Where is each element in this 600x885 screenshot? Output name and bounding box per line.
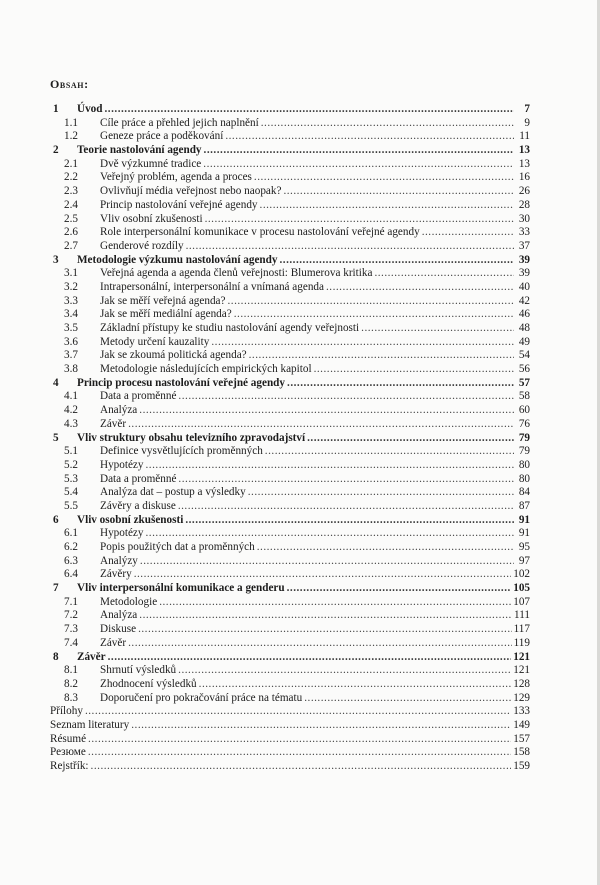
toc-entry-page-number: 7	[524, 103, 530, 115]
toc-entry-page-number: 105	[513, 582, 530, 595]
toc-entry-page-number: 39	[518, 253, 530, 266]
toc-entry-number: 2.3	[64, 185, 78, 198]
toc-entry-number: 7.4	[64, 636, 78, 649]
toc-entry-page-number: 111	[514, 609, 530, 622]
toc-entry-title: Jak se měří veřejná agenda?	[100, 294, 226, 307]
toc-section-entry[interactable]	[50, 322, 530, 336]
toc-entry-number: 4.3	[64, 417, 78, 430]
dot-leader	[211, 336, 514, 350]
dot-leader	[307, 432, 514, 446]
toc-entry-title: Analýzy	[100, 554, 138, 567]
toc-section-entry[interactable]	[50, 596, 530, 610]
toc-entry-page-number: 11	[519, 130, 530, 143]
toc-entry-title: Intrapersonální, interpersonální a vnímaná agenda	[100, 280, 324, 293]
toc-section-entry[interactable]	[50, 678, 530, 692]
toc-entry-page-number: 84	[518, 486, 530, 499]
toc-entry-title: Teorie nastolování agendy	[77, 144, 202, 157]
dot-leader	[146, 527, 515, 541]
toc-entry-number: 3.3	[64, 294, 78, 307]
toc-section-entry[interactable]	[50, 459, 530, 473]
toc-entry-page-number: 13	[518, 144, 530, 157]
toc-entry-number: 4.1	[64, 390, 78, 403]
toc-section-entry[interactable]	[50, 363, 530, 377]
toc-entry-page-number: 80	[518, 472, 530, 485]
toc-entry-title: Cíle práce a přehled jejich naplnění	[100, 116, 259, 129]
toc-entry-title: Genderové rozdíly	[100, 239, 184, 252]
dot-leader	[128, 637, 512, 651]
toc-entry-number: 8.2	[64, 677, 78, 690]
dot-leader	[287, 582, 512, 596]
dot-leader	[314, 363, 514, 377]
toc-entry-page-number: 37	[518, 239, 530, 252]
dot-leader	[159, 596, 511, 610]
toc-entry-page-number: 129	[513, 691, 530, 704]
toc-section-entry[interactable]	[50, 240, 530, 254]
toc-entry-title: Shrnutí výsledků	[100, 664, 177, 677]
toc-section-entry[interactable]	[50, 486, 530, 500]
toc-section-entry[interactable]	[50, 445, 530, 459]
toc-entry-page-number: 79	[518, 431, 530, 444]
toc-chapter-entry[interactable]	[50, 582, 530, 596]
toc-entry-title: Vliv struktury obsahu televizního zpravodajství	[77, 431, 306, 444]
toc-entry-title: Role interpersonální komunikace v procesu nastolování veřejné agendy	[100, 226, 420, 239]
toc-entry-number: 3.6	[64, 335, 78, 348]
toc-entry-page-number: 121	[513, 650, 530, 663]
toc-entry-page-number: 46	[518, 308, 530, 321]
toc-appendix-entry[interactable]	[50, 719, 530, 733]
toc-entry-title: Přílohy	[50, 705, 83, 718]
dot-leader	[261, 117, 514, 131]
toc-entry-page-number: 133	[513, 705, 530, 718]
toc-chapter-entry[interactable]	[50, 254, 530, 268]
toc-entry-number: 2.2	[64, 171, 78, 184]
dot-leader	[88, 746, 511, 760]
toc-entry-title: Vliv interpersonální komunikace a genderu	[77, 582, 285, 595]
toc-entry-number: 2.5	[64, 212, 78, 225]
toc-entry-number: 2.7	[64, 239, 78, 252]
toc-entry-title: Data a proměnné	[100, 390, 177, 403]
toc-entry-page-number: 91	[518, 527, 530, 540]
toc-entry-number: 6.3	[64, 554, 78, 567]
toc-entry-title: Úvod	[77, 103, 103, 115]
toc-section-entry[interactable]	[50, 199, 530, 213]
toc-entry-page-number: 87	[518, 499, 530, 512]
toc-entry-title: Princip nastolování veřejné agendy	[100, 198, 258, 211]
toc-section-entry[interactable]	[50, 117, 530, 131]
dot-leader	[131, 719, 511, 733]
toc-entry-number: 3.5	[64, 322, 78, 334]
toc-section-entry[interactable]	[50, 500, 530, 514]
toc-entry-page-number: 119	[513, 636, 530, 649]
toc-chapter-entry[interactable]	[50, 651, 530, 665]
toc-entry-page-number: 121	[513, 664, 530, 677]
toc-entry-number: 8.1	[64, 664, 78, 677]
dot-leader	[234, 308, 514, 322]
toc-section-entry[interactable]	[50, 308, 530, 322]
toc-entry-title: Popis použitých dat a proměnných	[100, 541, 255, 553]
toc-entry-page-number: 58	[518, 390, 530, 403]
toc-entry-page-number: 40	[518, 280, 530, 293]
toc-entry-number: 1.2	[64, 130, 78, 143]
toc-entry-title: Jak se měří mediální agenda?	[100, 308, 232, 321]
dot-leader	[361, 322, 514, 336]
dot-leader	[146, 459, 515, 473]
toc-entry-title: Analýza	[100, 404, 138, 417]
toc-entry-number: 3.1	[64, 267, 78, 280]
dot-leader	[185, 514, 514, 528]
toc-chapter-entry[interactable]	[50, 377, 530, 391]
table-of-contents	[50, 103, 530, 774]
dot-leader	[88, 733, 511, 747]
toc-entry-title: Diskuse	[100, 623, 137, 636]
dot-leader	[178, 500, 514, 514]
dot-leader	[85, 705, 511, 719]
toc-entry-number: 2.1	[64, 157, 78, 170]
toc-entry-title: Zhodnocení výsledků	[100, 677, 197, 690]
toc-entry-title: Doporučení pro pokračování práce na tématu	[100, 691, 303, 704]
toc-entry-title: Závěr	[100, 417, 127, 430]
toc-section-entry[interactable]	[50, 171, 530, 185]
toc-entry-title: Závěry a diskuse	[100, 499, 176, 512]
toc-entry-number: 3.4	[64, 308, 78, 321]
toc-entry-title: Jak se zkoumá politická agenda?	[100, 349, 247, 362]
dot-leader	[422, 226, 514, 240]
toc-entry-title: Vliv osobní zkušenosti	[77, 513, 184, 526]
toc-entry-number: 3.8	[64, 363, 78, 376]
toc-section-entry[interactable]	[50, 692, 530, 706]
toc-entry-page-number: 117	[513, 623, 530, 636]
toc-entry-number: 3	[53, 253, 59, 266]
toc-entry-number: 4.2	[64, 404, 78, 417]
dot-leader	[128, 418, 514, 432]
toc-section-entry[interactable]	[50, 130, 530, 144]
toc-section-entry[interactable]	[50, 623, 530, 637]
toc-entry-page-number: 54	[518, 349, 530, 362]
dot-leader	[205, 213, 514, 227]
dot-leader	[199, 678, 512, 692]
dot-leader	[140, 555, 514, 569]
toc-entry-title: Veřejná agenda a agenda členů veřejnosti: Blumerova kritika	[100, 267, 373, 280]
toc-section-entry[interactable]	[50, 185, 530, 199]
toc-section-entry[interactable]	[50, 568, 530, 582]
dot-leader	[178, 664, 511, 678]
toc-entry-page-number: 49	[518, 335, 530, 348]
toc-entry-number: 4	[53, 376, 59, 389]
toc-entry-title: Seznam literatury	[50, 718, 130, 731]
toc-section-entry[interactable]	[50, 664, 530, 678]
dot-leader	[203, 158, 514, 172]
toc-entry-page-number: 79	[518, 445, 530, 458]
toc-entry-number: 6.4	[64, 568, 78, 581]
toc-entry-title: Ovlivňují média veřejnost nebo naopak?	[100, 185, 282, 198]
toc-entry-number: 7.2	[64, 609, 78, 622]
toc-entry-page-number: 13	[518, 157, 530, 170]
toc-entry-title: Résumé	[50, 732, 87, 745]
toc-entry-page-number: 28	[518, 198, 530, 211]
toc-entry-number: 7.3	[64, 623, 78, 636]
dot-leader	[260, 199, 514, 213]
toc-entry-page-number: 91	[518, 513, 530, 526]
dot-leader	[257, 541, 514, 555]
toc-entry-title: Резюме	[50, 746, 86, 759]
toc-entry-title: Rejstřík:	[50, 760, 89, 772]
dot-leader	[374, 267, 514, 281]
toc-section-entry[interactable]	[50, 226, 530, 240]
toc-section-entry[interactable]	[50, 404, 530, 418]
dot-leader	[254, 171, 514, 185]
toc-heading: Obsah:	[50, 77, 89, 91]
dot-leader	[139, 404, 514, 418]
dot-leader	[108, 651, 512, 665]
toc-entry-page-number: 95	[518, 541, 530, 553]
toc-entry-page-number: 107	[513, 595, 530, 608]
toc-entry-number: 7	[53, 582, 59, 595]
toc-entry-number: 5.2	[64, 458, 78, 471]
toc-entry-title: Metodologie následujících empirických kapitol	[100, 363, 312, 376]
toc-entry-title: Základní přístupy ke studiu nastolování agendy veřejnosti	[100, 322, 360, 334]
toc-entry-page-number: 149	[513, 718, 530, 731]
toc-chapter-entry[interactable]	[50, 514, 530, 528]
dot-leader	[91, 760, 512, 774]
toc-entry-page-number: 30	[518, 212, 530, 225]
toc-entry-number: 6	[53, 513, 59, 526]
toc-entry-page-number: 157	[513, 732, 530, 745]
toc-section-entry[interactable]	[50, 281, 530, 295]
toc-section-entry[interactable]	[50, 473, 530, 487]
toc-entry-title: Definice vysvětlujících proměnných	[100, 445, 263, 458]
toc-entry-number: 8	[53, 650, 59, 663]
toc-section-entry[interactable]	[50, 336, 530, 350]
toc-section-entry[interactable]	[50, 527, 530, 541]
toc-entry-title: Analýza	[100, 609, 138, 622]
toc-entry-number: 3.7	[64, 349, 78, 362]
toc-entry-title: Veřejný problém, agenda a proces	[100, 171, 252, 184]
dot-leader	[287, 377, 514, 391]
dot-leader	[249, 349, 514, 363]
toc-chapter-entry[interactable]	[50, 103, 530, 117]
dot-leader	[186, 240, 514, 254]
dot-leader	[178, 473, 514, 487]
toc-entry-page-number: 76	[518, 417, 530, 430]
toc-appendix-entry[interactable]	[50, 746, 530, 760]
toc-entry-page-number: 97	[518, 554, 530, 567]
toc-entry-number: 2.6	[64, 226, 78, 239]
toc-entry-number: 6.1	[64, 527, 78, 540]
toc-entry-title: Závěry	[100, 568, 132, 581]
toc-entry-number: 1	[53, 103, 59, 115]
toc-chapter-entry[interactable]	[50, 144, 530, 158]
toc-entry-page-number: 16	[518, 171, 530, 184]
dot-leader	[225, 130, 514, 144]
toc-section-entry[interactable]	[50, 213, 530, 227]
toc-entry-number: 2.4	[64, 198, 78, 211]
toc-entry-title: Metody určení kauzality	[100, 335, 210, 348]
toc-section-entry[interactable]	[50, 541, 530, 555]
dot-leader	[279, 254, 514, 268]
toc-entry-number: 5.1	[64, 445, 78, 458]
toc-entry-number: 6.2	[64, 541, 78, 553]
toc-entry-page-number: 158	[513, 746, 530, 759]
dot-leader	[283, 185, 514, 199]
dot-leader	[138, 623, 512, 637]
toc-entry-page-number: 80	[518, 458, 530, 471]
toc-entry-title: Analýza dat – postup a výsledky	[100, 486, 246, 499]
toc-entry-title: Vliv osobní zkušenosti	[100, 212, 203, 225]
toc-section-entry[interactable]	[50, 349, 530, 363]
toc-section-entry[interactable]	[50, 637, 530, 651]
toc-entry-title: Závěr	[100, 636, 127, 649]
toc-entry-number: 5	[53, 431, 59, 444]
dot-leader	[178, 390, 514, 404]
dot-leader	[248, 486, 514, 500]
dot-leader	[139, 609, 512, 623]
toc-section-entry[interactable]	[50, 609, 530, 623]
toc-chapter-entry[interactable]	[50, 432, 530, 446]
toc-entry-page-number: 42	[518, 294, 530, 307]
toc-entry-title: Dvě výzkumné tradice	[100, 157, 202, 170]
toc-entry-page-number: 56	[518, 363, 530, 376]
toc-entry-number: 3.2	[64, 280, 78, 293]
toc-entry-number: 8.3	[64, 691, 78, 704]
toc-entry-page-number: 48	[518, 322, 530, 334]
toc-entry-page-number: 57	[518, 376, 530, 389]
dot-leader	[304, 692, 511, 706]
toc-entry-page-number: 9	[524, 116, 530, 129]
toc-entry-number: 1.1	[64, 116, 78, 129]
toc-entry-title: Hypotézy	[100, 527, 144, 540]
toc-entry-number: 5.3	[64, 472, 78, 485]
toc-entry-number: 5.5	[64, 499, 78, 512]
toc-entry-title: Geneze práce a poděkování	[100, 130, 224, 143]
toc-entry-title: Závěr	[77, 650, 106, 663]
toc-entry-page-number: 128	[513, 677, 530, 690]
dot-leader	[204, 144, 514, 158]
dot-leader	[265, 445, 514, 459]
toc-section-entry[interactable]	[50, 295, 530, 309]
dot-leader	[134, 568, 512, 582]
toc-entry-number: 7.1	[64, 595, 78, 608]
toc-appendix-entry[interactable]	[50, 760, 530, 774]
toc-entry-page-number: 102	[513, 568, 530, 581]
toc-entry-title: Data a proměnné	[100, 472, 177, 485]
toc-entry-title: Metodologie	[100, 595, 158, 608]
toc-entry-page-number: 60	[518, 404, 530, 417]
toc-appendix-entry[interactable]	[50, 705, 530, 719]
toc-entry-title: Princip procesu nastolování veřejné agendy	[77, 376, 286, 389]
toc-entry-title: Hypotézy	[100, 458, 144, 471]
dot-leader	[326, 281, 514, 295]
dot-leader	[105, 103, 515, 117]
toc-appendix-entry[interactable]	[50, 733, 530, 747]
toc-entry-page-number: 26	[518, 185, 530, 198]
dot-leader	[227, 295, 514, 309]
toc-section-entry[interactable]	[50, 555, 530, 569]
toc-section-entry[interactable]	[50, 418, 530, 432]
toc-entry-page-number: 39	[518, 267, 530, 280]
toc-entry-title: Metodologie výzkumu nastolování agendy	[77, 253, 278, 266]
toc-entry-page-number: 159	[513, 760, 530, 772]
toc-section-entry[interactable]	[50, 158, 530, 172]
toc-entry-page-number: 33	[518, 226, 530, 239]
toc-entry-number: 5.4	[64, 486, 78, 499]
toc-section-entry[interactable]	[50, 267, 530, 281]
toc-section-entry[interactable]	[50, 390, 530, 404]
toc-entry-number: 2	[53, 144, 59, 157]
